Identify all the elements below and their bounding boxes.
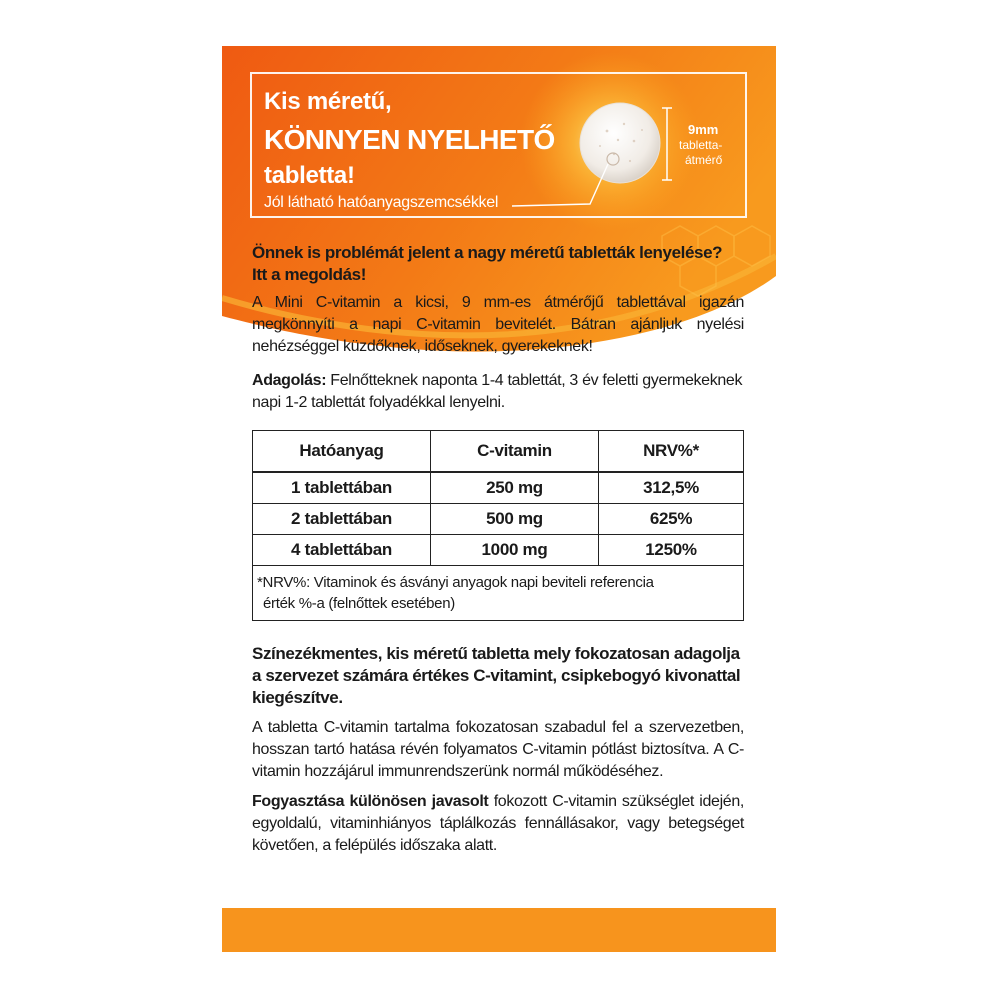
recommendation-text: fokozott C-vitamin szükséglet idején, egyoldalú, vitaminhiányos táplálkozás fennállásakor, vagy betegséget követően, a felépülés időszaka alatt. — [252, 793, 744, 854]
intro-heading-line1: Önnek is problémát jelent a nagy méretű tabletták lenyelése? — [252, 243, 723, 262]
hero-title-line1: Kis méretű, — [264, 88, 392, 115]
recommendation-paragraph — [252, 791, 744, 857]
tablet-diameter-label-2: átmérő — [685, 153, 723, 167]
table-header: NRV%* — [599, 431, 744, 472]
table-cell: 1000 mg — [431, 535, 599, 566]
product-info-panel — [222, 46, 776, 952]
hero-title-line2: KÖNNYEN NYELHETŐ — [264, 124, 555, 155]
dosage-text: Felnőtteknek naponta 1-4 tablettát, 3 év feletti gyermekeknek napi 1-2 tablettát folyadékkal lenyelni. — [252, 372, 743, 411]
bottom-orange-bar — [222, 908, 776, 952]
intro-heading-line2: Itt a megoldás! — [252, 265, 366, 284]
hero-subtitle: Jól látható hatóanyagszemcsékkel — [264, 194, 499, 211]
nutrition-table — [252, 430, 744, 621]
dosage-label: Adagolás: — [252, 372, 327, 389]
table-header-row — [253, 431, 743, 472]
table-footnote — [253, 566, 743, 620]
table-cell: 1 tablettában — [291, 478, 392, 497]
table-cell: 4 tablettában — [253, 535, 431, 566]
tablet-diameter-label-1: tabletta- — [679, 138, 723, 152]
table-cell: 500 mg — [431, 504, 599, 535]
feature-body: A tabletta C-vitamin tartalma fokozatosan szabadul fel a szervezetben, hosszan tartó hatása révén folyamatos C-vitamin pótlást biztosítva. A C-vitamin hozzájárul immunrendszerünk normál működéséhez. — [252, 719, 744, 780]
table-cell: 312,5% — [599, 472, 744, 504]
table-cell: 1250% — [599, 535, 744, 566]
table-row — [253, 504, 743, 535]
table-cell: 625% — [599, 504, 744, 535]
feature-heading: Színezékmentes, kis méretű tabletta mely fokozatosan adagolja a szervezet számára értékes C-vitamint, csipkebogyó kivonattal kiegészítve. — [252, 644, 741, 707]
table-header: Hatóanyag — [253, 431, 431, 472]
table-cell: 2 tablettában — [253, 504, 431, 535]
intro-body: A Mini C-vitamin a kicsi, 9 mm-es átmérőjű tablettával igazán megkönnyíti a napi C-vitamin bevitelét. Bátran ajánljuk nyelési nehézséggel küzdőknek, időseknek, gyerekeknek! — [252, 294, 744, 355]
tablet-diameter-value: 9mm — [688, 122, 719, 137]
recommendation-label: Fogyasztása különösen javasolt — [252, 793, 489, 810]
table-row — [253, 472, 743, 504]
footnote-line2: érték %-a (felnőttek esetében) — [263, 595, 455, 612]
table-row — [253, 535, 743, 566]
table-cell: 250 mg — [431, 472, 599, 504]
content-column — [252, 242, 744, 857]
table-header: C-vitamin — [431, 431, 599, 472]
dosage-paragraph — [252, 370, 744, 414]
hero-title-line3: tabletta! — [264, 162, 355, 189]
footnote-line1: *NRV%: Vitaminok és ásványi anyagok napi beviteli referencia — [257, 574, 654, 591]
